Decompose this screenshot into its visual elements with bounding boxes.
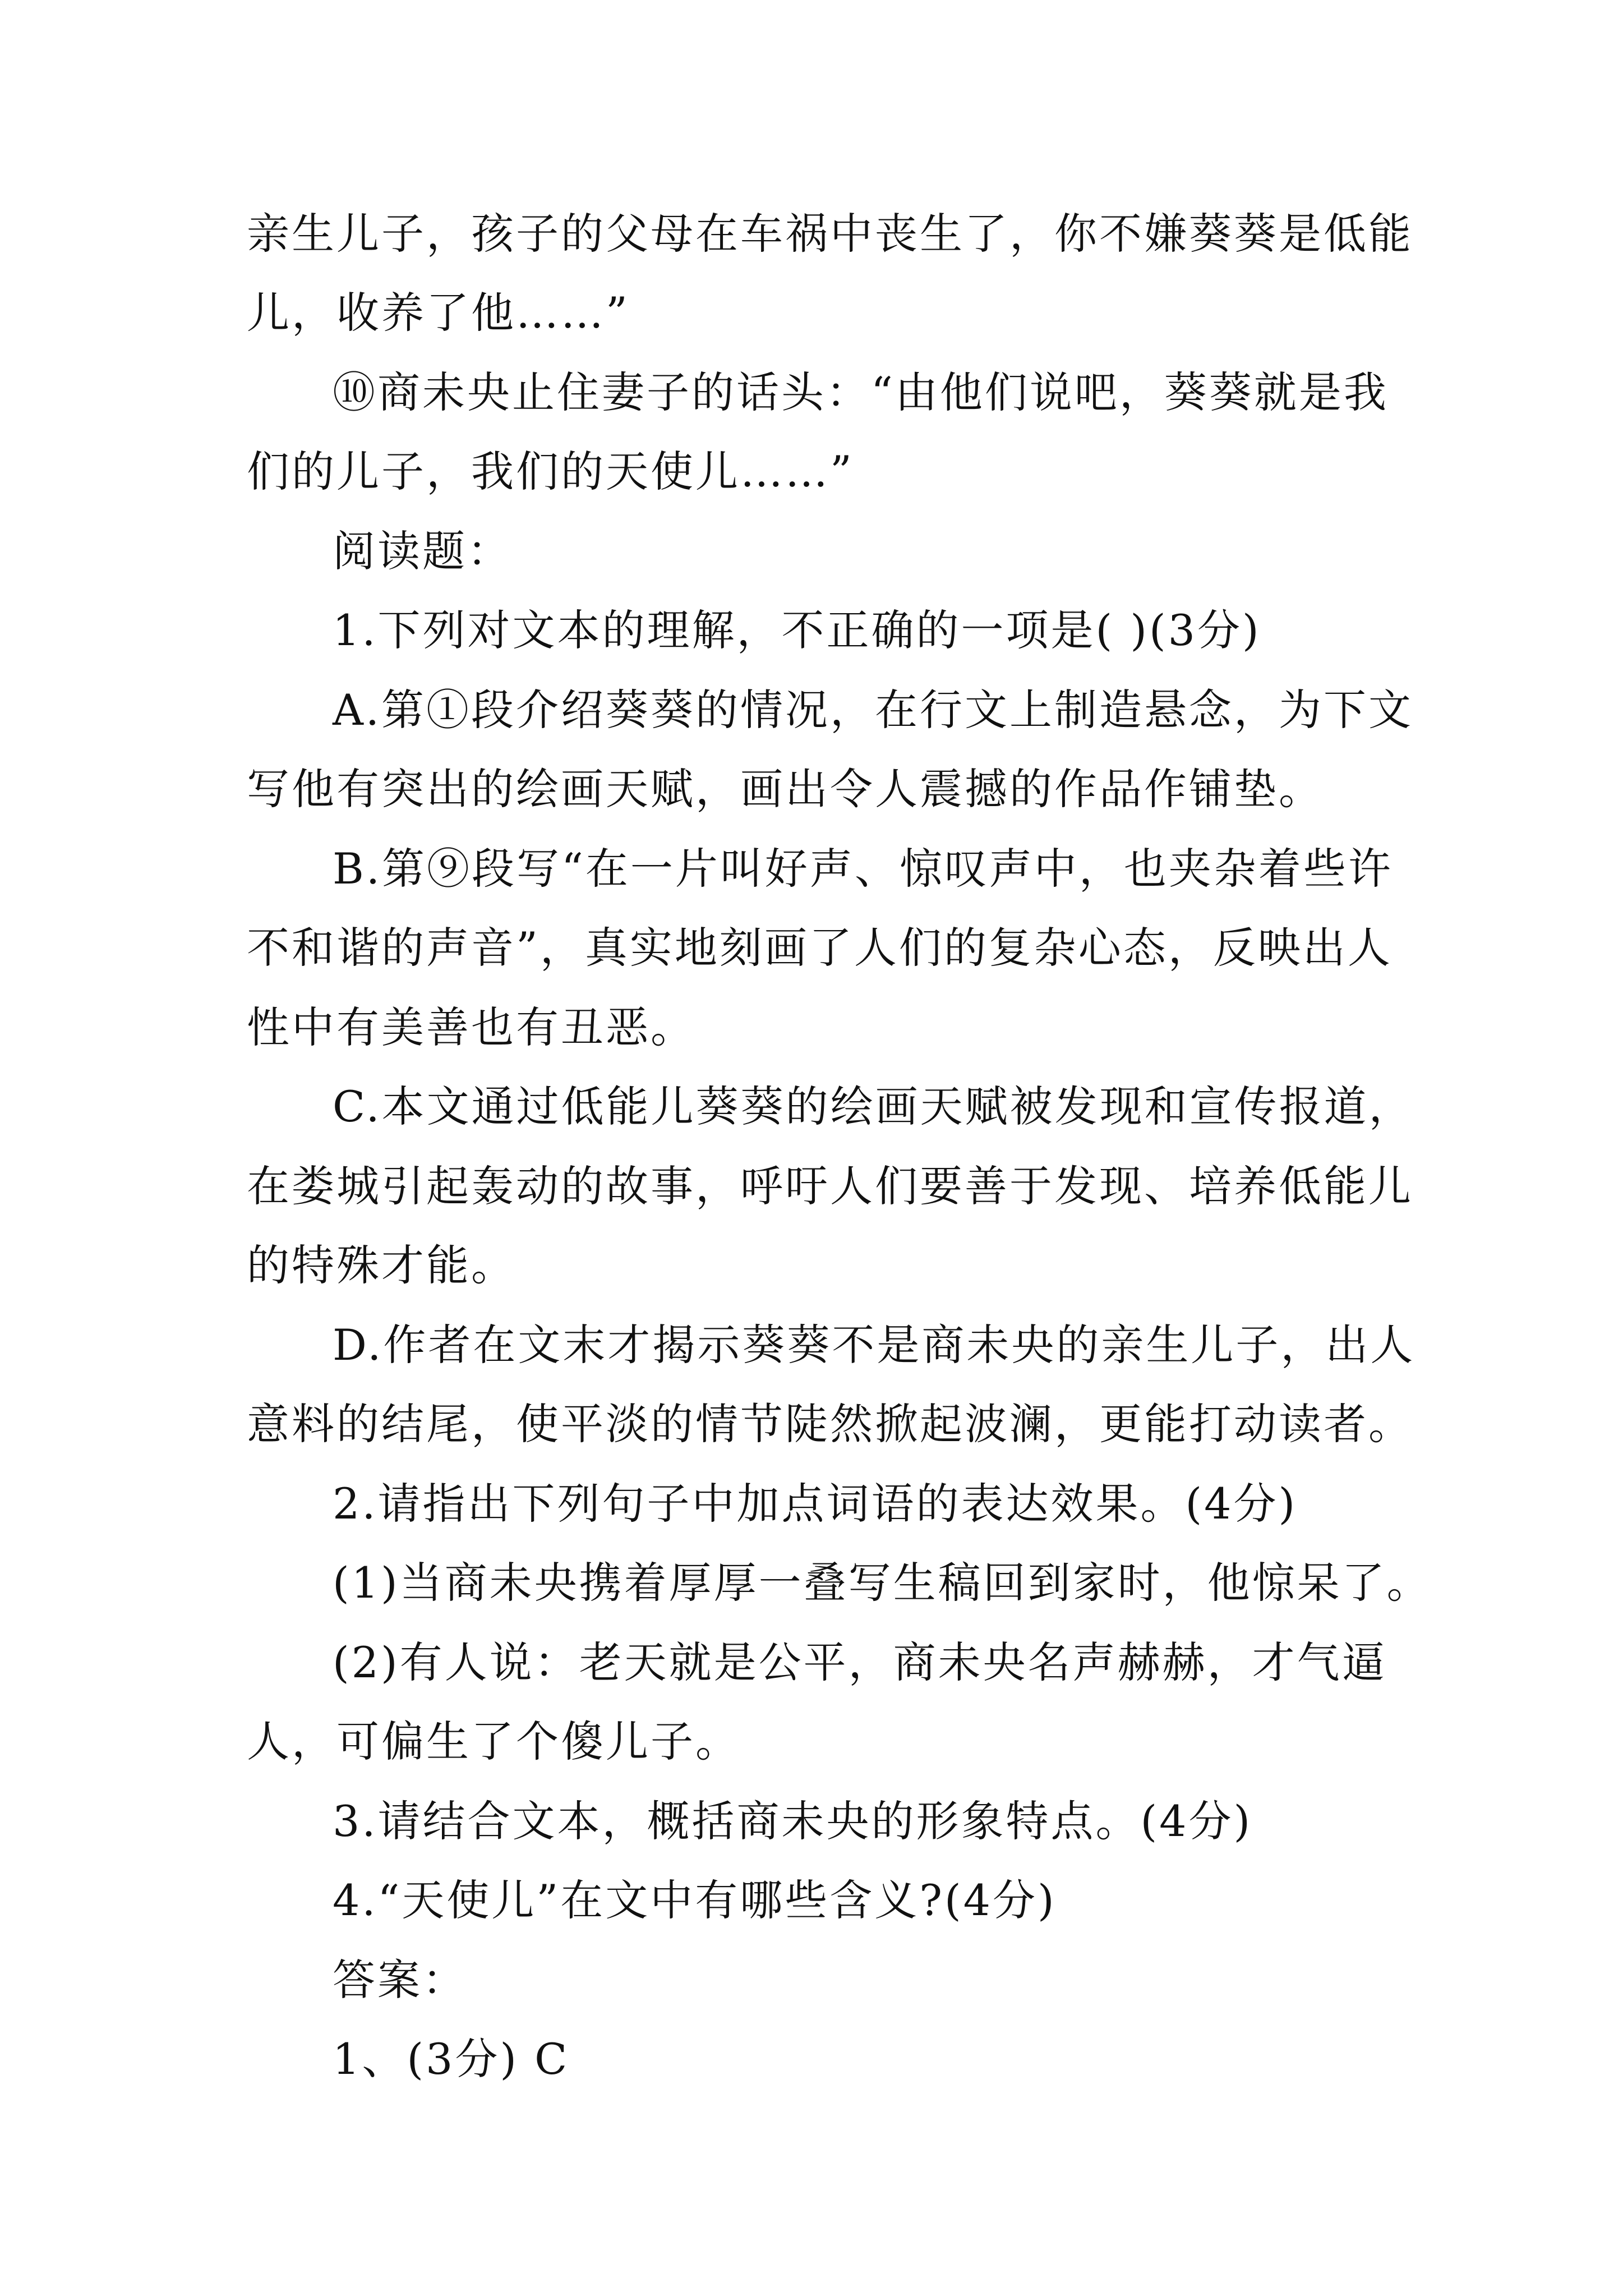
question-4: 4.“天使儿”在文中有哪些含义?(4分): [333, 1875, 1057, 1925]
question-2: 2.请指出下列句子中加点词语的表达效果。(4分): [333, 1479, 1298, 1529]
option-d-cont: 意料的结尾，使平淡的情节陡然掀起波澜，更能打动读者。: [247, 1399, 1413, 1449]
answer-1: 1、(3分) C: [333, 2034, 570, 2084]
question-2-item-2: (2)有人说：老天就是公平，商未央名声赫赫，才气逼: [333, 1637, 1387, 1687]
option-c-cont: 在娄城引起轰动的故事，呼吁人们要善于发现、培养低能儿: [247, 1161, 1413, 1211]
answer-heading: 答案：: [333, 1955, 467, 2005]
question-2-item-1: (1)当商未央携着厚厚一叠写生稿回到家时，他惊呆了。: [333, 1558, 1432, 1608]
text-line: 们的儿子，我们的天使儿……”: [247, 447, 854, 496]
question-heading: 阅读题：: [333, 526, 512, 576]
question-1: 1.下列对文本的理解，不正确的一项是( )(3分): [333, 605, 1261, 655]
option-c-cont: 的特殊才能。: [247, 1240, 516, 1290]
option-d: D.作者在文末才揭示葵葵不是商未央的亲生儿子，出人: [333, 1320, 1415, 1370]
text-line: 儿，收养了他……”: [247, 288, 630, 338]
option-c: C.本文通过低能儿葵葵的绘画天赋被发现和宣传报道，: [333, 1082, 1414, 1131]
option-b-cont: 不和谐的声音”，真实地刻画了人们的复杂心态，反映出人: [247, 923, 1393, 973]
option-a: A.第①段介绍葵葵的情况，在行文上制造悬念，为下文: [333, 685, 1414, 735]
text-line: ⑩商未央止住妻子的话头：“由他们说吧，葵葵就是我: [333, 367, 1389, 417]
text-line: 亲生儿子，孩子的父母在车祸中丧生了，你不嫌葵葵是低能: [247, 209, 1413, 259]
option-b: B.第⑨段写“在一片叫好声、惊叹声中，也夹杂着些许: [333, 844, 1393, 894]
option-a-cont: 写他有突出的绘画天赋，画出令人震撼的作品作铺垫。: [247, 764, 1324, 814]
question-2-item-2-cont: 人，可偏生了个傻儿子。: [247, 1717, 740, 1766]
question-3: 3.请结合文本，概括商未央的形象特点。(4分): [333, 1796, 1253, 1846]
option-b-cont: 性中有美善也有丑恶。: [247, 1002, 695, 1052]
